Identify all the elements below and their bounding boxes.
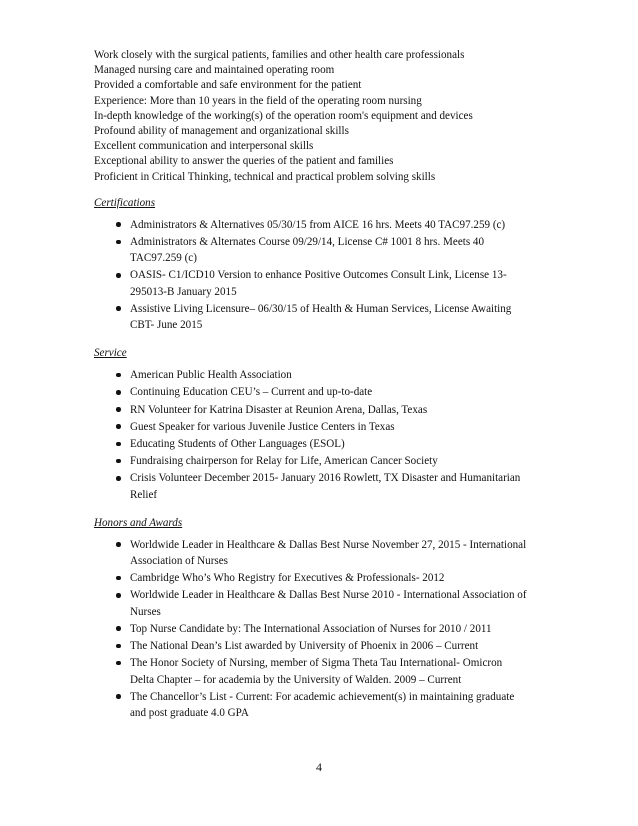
list-item-text: Administrators & Alternatives 05/30/15 from AICE 16 hrs. Meets 40 TAC97.259 (c) xyxy=(130,218,506,231)
list-item-text: The Chancellor’s List - Current: For academic achievement(s) in maintaining graduate xyxy=(130,690,515,703)
list-item xyxy=(94,384,564,400)
certifications-list xyxy=(94,217,564,333)
list-item-text: Fundraising chairperson for Relay for Life, American Cancer Society xyxy=(130,455,438,468)
skills-summary xyxy=(94,48,564,185)
list-item xyxy=(94,402,564,418)
list-item-text: Educating Students of Other Languages (ESOL) xyxy=(130,438,345,451)
bullet-icon xyxy=(116,576,121,581)
list-item xyxy=(94,301,564,333)
bullet-icon xyxy=(116,626,121,631)
bullet-icon xyxy=(116,476,121,481)
bullet-icon xyxy=(116,442,121,447)
list-item-text: The National Dean’s List awarded by University of Phoenix in 2006 – Current xyxy=(130,640,479,653)
summary-line: Provided a comfortable and safe environment for the patient xyxy=(94,79,362,92)
list-item-text: Continuing Education CEU’s – Current and up-to-date xyxy=(130,386,373,399)
bullet-icon xyxy=(116,273,121,278)
summary-line: In-depth knowledge of the working(s) of the operation room's equipment and devices xyxy=(94,109,473,122)
list-item xyxy=(94,689,564,721)
list-item-text: RN Volunteer for Katrina Disaster at Reunion Arena, Dallas, Texas xyxy=(130,403,428,416)
list-item xyxy=(94,267,564,299)
list-item-text: Worldwide Leader in Healthcare & Dallas Best Nurse 2010 - International Association of xyxy=(130,589,527,602)
list-item xyxy=(94,570,564,586)
list-item-text: Nurses xyxy=(130,605,161,618)
honors-awards-heading: Honors and Awards xyxy=(94,516,183,529)
honors-awards-list xyxy=(94,537,564,721)
service-heading: Service xyxy=(94,347,127,360)
list-item-text: Crisis Volunteer December 2015- January 2016 Rowlett, TX Disaster and Humanitarian xyxy=(130,472,521,485)
list-item-text: Worldwide Leader in Healthcare & Dallas Best Nurse November 27, 2015 - International xyxy=(130,538,527,551)
bullet-icon xyxy=(116,306,121,311)
resume-page-content xyxy=(94,48,564,722)
bullet-icon xyxy=(116,644,121,649)
list-item-text: American Public Health Association xyxy=(130,369,292,382)
bullet-icon xyxy=(116,694,121,699)
list-item-text: Relief xyxy=(130,488,158,501)
list-item-text: The Honor Society of Nursing, member of Sigma Theta Tau International- Omicron xyxy=(130,657,503,670)
list-item-text: Assistive Living Licensure– 06/30/15 of Health & Human Services, License Awaiting xyxy=(130,302,512,315)
list-item-text: Top Nurse Candidate by: The International Association of Nurses for 2010 / 2011 xyxy=(130,622,492,635)
list-item xyxy=(94,638,564,654)
bullet-icon xyxy=(116,240,121,245)
list-item xyxy=(94,234,564,266)
page-number: 4 xyxy=(316,760,322,774)
list-item xyxy=(94,453,564,469)
bullet-icon xyxy=(116,373,121,378)
bullet-icon xyxy=(116,661,121,666)
list-item-text: 295013-B January 2015 xyxy=(130,285,237,298)
list-item-text: and post graduate 4.0 GPA xyxy=(130,706,249,719)
summary-line: Work closely with the surgical patients, families and other health care professionals xyxy=(94,49,465,61)
bullet-icon xyxy=(116,593,121,598)
list-item xyxy=(94,621,564,637)
list-item-text: Cambridge Who’s Who Registry for Executives & Professionals- 2012 xyxy=(130,572,445,585)
list-item-text: Delta Chapter – for academia by the University of Walden. 2009 – Current xyxy=(130,673,462,686)
list-item-text: Guest Speaker for various Juvenile Justice Centers in Texas xyxy=(130,420,395,433)
summary-line: Excellent communication and interpersonal skills xyxy=(94,140,314,153)
bullet-icon xyxy=(116,390,121,395)
list-item xyxy=(94,655,564,687)
summary-line: Profound ability of management and organizational skills xyxy=(94,125,349,138)
list-item-text: Association of Nurses xyxy=(130,555,228,568)
list-item-text: CBT- June 2015 xyxy=(130,319,203,332)
list-item xyxy=(94,470,564,502)
bullet-icon xyxy=(116,542,121,547)
list-item xyxy=(94,367,564,383)
list-item-text: TAC97.259 (c) xyxy=(130,252,197,265)
list-item-text: OASIS- C1/ICD10 Version to enhance Positive Outcomes Consult Link, License 13- xyxy=(130,269,507,282)
list-item xyxy=(94,217,564,233)
summary-line: Experience: More than 10 years in the field of the operating room nursing xyxy=(94,94,422,107)
certifications-heading: Certifications xyxy=(94,196,156,209)
list-item-text: Administrators & Alternates Course 09/29/14, License C# 1001 8 hrs. Meets 40 xyxy=(130,236,485,249)
list-item xyxy=(94,436,564,452)
list-item xyxy=(94,537,564,569)
bullet-icon xyxy=(116,459,121,464)
bullet-icon xyxy=(116,407,121,412)
bullet-icon xyxy=(116,424,121,429)
bullet-icon xyxy=(116,222,121,227)
summary-line: Managed nursing care and maintained operating room xyxy=(94,64,335,77)
summary-line: Proficient in Critical Thinking, technical and practical problem solving skills xyxy=(94,170,436,183)
summary-line: Exceptional ability to answer the queries of the patient and families xyxy=(94,155,394,168)
list-item xyxy=(94,587,564,619)
list-item xyxy=(94,419,564,435)
service-list xyxy=(94,367,564,503)
